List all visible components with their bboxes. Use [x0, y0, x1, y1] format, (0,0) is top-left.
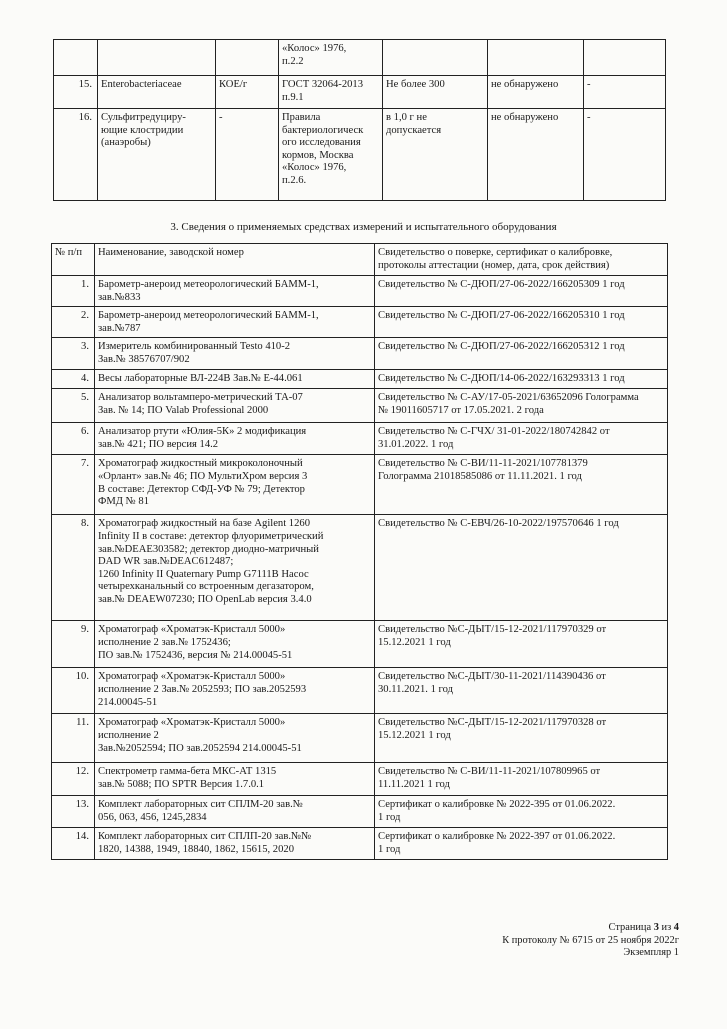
row-number: 7. [52, 455, 95, 515]
certificate: Свидетельство № С-ЕВЧ/26-10-2022/197570646 1 год [375, 515, 668, 621]
table-row [52, 276, 668, 307]
table-header-row [52, 244, 668, 276]
equipment-name: Комплект лабораторных сит СПЛП-20 зав.№№ 1820, 14388, 1949, 18840, 1862, 15615, 2020 [95, 828, 375, 860]
certificate: Сертификат о калибровке № 2022-395 от 01.06.2022. 1 год [375, 796, 668, 828]
table-row [52, 828, 668, 860]
table-row [52, 668, 668, 714]
page-total: 4 [673, 922, 679, 933]
equipment-name: Хроматограф «Хроматэк-Кристалл 5000» исполнение 2 Зав.№2052594; ПО зав.2052594 214.00045-51 [95, 714, 375, 763]
note: - [584, 109, 666, 201]
row-number: 3. [52, 338, 95, 370]
result: не обнаружено [488, 109, 584, 201]
equipment-name: Хроматограф «Хроматэк-Кристалл 5000» исполнение 2 Зав.№ 2052593; ПО зав.2052593 214.00045-51 [95, 668, 375, 714]
test-method: ГОСТ 32064-2013 п.9.1 [279, 76, 383, 109]
table-row [52, 621, 668, 668]
row-number: 10. [52, 668, 95, 714]
table-row [54, 76, 666, 109]
row-number: 13. [52, 796, 95, 828]
table-row [52, 796, 668, 828]
result: не обнаружено [488, 76, 584, 109]
indicator-name: Enterobacteriaceae [98, 76, 216, 109]
equipment-name: Хроматограф «Хроматэк-Кристалл 5000» исполнение 2 зав.№ 1752436; ПО зав.№ 1752436, версия № 214.00045-51 [95, 621, 375, 668]
equipment-name: Весы лабораторные ВЛ-224В Зав.№ Е-44.061 [95, 370, 375, 389]
page-label: Страница [608, 922, 654, 933]
equipment-name: Барометр-анероид метеорологический БАММ-1, зав.№833 [95, 276, 375, 307]
norm: Не более 300 [383, 76, 488, 109]
indicator-name: Сульфитредуциру- ющие клостридии (анаэробы) [98, 109, 216, 201]
row-number: 16. [54, 109, 98, 201]
equipment-name: Барометр-анероид метеорологический БАММ-1, зав.№787 [95, 307, 375, 338]
unit: КОЕ/г [216, 76, 279, 109]
note [584, 40, 666, 76]
section-title: 3. Сведения о применяемых средствах измерений и испытательного оборудования [170, 221, 557, 233]
result [488, 40, 584, 76]
table-row [52, 389, 668, 423]
equipment-name: Хроматограф жидкостный микроколоночный «Орлант» зав.№ 46; ПО МультиХром версия 3 В составе: Детектор СФД-УФ № 79; Детектор ФМД № 81 [95, 455, 375, 515]
table-row [54, 40, 666, 76]
test-method: «Колос» 1976, п.2.2 [279, 40, 383, 76]
equipment-name: Измеритель комбинированный Testo 410-2 Зав.№ 38576707/902 [95, 338, 375, 370]
table-row [52, 338, 668, 370]
indicator-name [98, 40, 216, 76]
row-number: 12. [52, 763, 95, 796]
table-row [54, 109, 666, 201]
row-number: 4. [52, 370, 95, 389]
table-row [52, 455, 668, 515]
row-number: 14. [52, 828, 95, 860]
row-number: 11. [52, 714, 95, 763]
row-number: 2. [52, 307, 95, 338]
equipment-name: Комплект лабораторных сит СПЛМ-20 зав.№ 056, 063, 456, 1245,2834 [95, 796, 375, 828]
equipment-name: Спектрометр гамма-бета МКС-АТ 1315 зав.№ 5088; ПО SPTR Версия 1.7.0.1 [95, 763, 375, 796]
equipment-name: Анализатор ртути «Юлия-5К» 2 модификация зав.№ 421; ПО версия 14.2 [95, 423, 375, 455]
row-number: 1. [52, 276, 95, 307]
page-footer [502, 922, 679, 960]
certificate: Свидетельство №С-ДЫТ/30-11-2021/114390436 от 30.11.2021. 1 год [375, 668, 668, 714]
protocol-reference: К протоколу № 6715 от 25 ноября 2022г [502, 934, 679, 946]
equipment-name: Анализатор вольтамперо-метрический ТА-07 Зав. № 14; ПО Valab Professional 2000 [95, 389, 375, 423]
page-indicator [502, 922, 679, 935]
table-row [52, 763, 668, 796]
row-number [54, 40, 98, 76]
page-of-label: из [658, 922, 674, 933]
norm [383, 40, 488, 76]
certificate: Свидетельство № С-ГЧХ/ 31-01-2022/180742842 от 31.01.2022. 1 год [375, 423, 668, 455]
unit [216, 40, 279, 76]
certificate: Свидетельство № С-ДЮП/14-06-2022/163293313 1 год [375, 370, 668, 389]
certificate: Свидетельство № С-ВИ/11-11-2021/107809965 от 11.11.2021 1 год [375, 763, 668, 796]
certificate: Сертификат о калибровке № 2022-397 от 01.06.2022. 1 год [375, 828, 668, 860]
table-row [52, 515, 668, 621]
certificate: Свидетельство № С-ДЮП/27-06-2022/166205312 1 год [375, 338, 668, 370]
row-number: 8. [52, 515, 95, 621]
note: - [584, 76, 666, 109]
certificate: Свидетельство №С-ДЫТ/15-12-2021/117970328 от 15.12.2021 1 год [375, 714, 668, 763]
column-header-number: № п/п [52, 244, 95, 276]
certificate: Свидетельство № С-АУ/17-05-2021/63652096 Гологрaмма № 19011605717 от 17.05.2021. 2 года [375, 389, 668, 423]
column-header-certificate: Свидетельство о поверке, сертификат о калибровке, протоколы аттестации (номер, дата, срок действия) [375, 244, 668, 276]
row-number: 5. [52, 389, 95, 423]
equipment-table [51, 243, 668, 860]
row-number: 9. [52, 621, 95, 668]
unit: - [216, 109, 279, 201]
page-number: 3 [653, 922, 659, 933]
results-table [53, 39, 666, 201]
copy-number: Экземпляр 1 [623, 947, 679, 958]
table-row [52, 370, 668, 389]
row-number: 15. [54, 76, 98, 109]
certificate: Свидетельство № С-ВИ/11-11-2021/107781379 Гологрaмма 21018585086 от 11.11.2021. 1 год [375, 455, 668, 515]
test-method: Правила бактериологическ ого исследования кормов, Москва «Колос» 1976, п.2.6. [279, 109, 383, 201]
table-row [52, 714, 668, 763]
certificate: Свидетельство № С-ДЮП/27-06-2022/166205310 1 год [375, 307, 668, 338]
table-row [52, 307, 668, 338]
column-header-name: Наименование, заводской номер [95, 244, 375, 276]
certificate: Свидетельство № С-ДЮП/27-06-2022/166205309 1 год [375, 276, 668, 307]
certificate: Свидетельство №С-ДЫТ/15-12-2021/117970329 от 15.12.2021 1 год [375, 621, 668, 668]
equipment-name: Хроматограф жидкостный на базе Agilent 1260 Infinity II в составе: детектор флуориметрический зав.№DEAE303582; детектор диодно-матричный DAD WR зав.№DEAC612487; 1260 Infinity II Quaternary Pump G7111B Насос четырехканальный со встроенным дегазатором, зав.№ DEAEW07230; ПО OpenLab версия 3.4.0 [95, 515, 375, 621]
row-number: 6. [52, 423, 95, 455]
table-row [52, 423, 668, 455]
norm: в 1,0 г не допускается [383, 109, 488, 201]
